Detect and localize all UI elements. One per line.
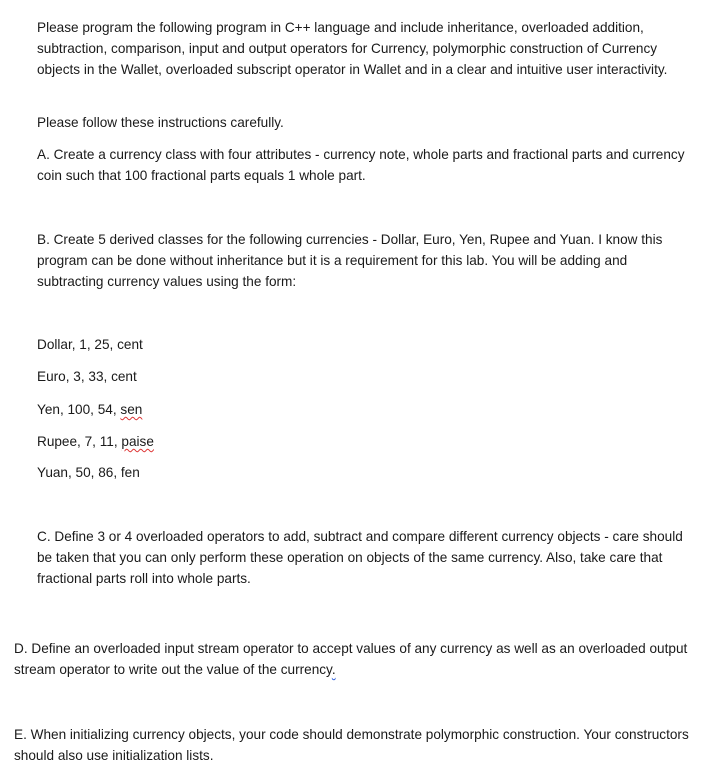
section-d-text: D. Define an overloaded input stream operator to accept values of any currency as well as an overloaded output stream operator to write out the value of the currency — [14, 641, 688, 677]
example-yuan — [37, 462, 697, 483]
example-unit: fen — [120, 465, 140, 480]
example-yen — [37, 399, 697, 420]
example-euro — [37, 366, 697, 387]
section-d-end: . — [331, 662, 336, 677]
section-e: E. When initializing currency objects, your code should demonstrate polymorphic construction. Your constructors should also use initialization lists. — [14, 727, 689, 763]
example-unit: cent — [111, 369, 137, 384]
example-prefix: Dollar, 1, 25, — [37, 337, 118, 352]
example-prefix: Yuan, 50, 86, — [37, 465, 121, 480]
example-prefix: Euro, 3, 33, — [37, 369, 112, 384]
example-unit: paise — [121, 434, 154, 449]
example-rupee — [37, 431, 697, 452]
example-prefix: Rupee, 7, 11, — [37, 434, 122, 449]
section-c: C. Define 3 or 4 overloaded operators to add, subtract and compare different currency objects - care should be taken that you can only perform these operation on objects of the same currency. Also, take care that fractional parts roll into whole parts. — [37, 529, 683, 586]
example-unit: cent — [117, 337, 143, 352]
section-b: B. Create 5 derived classes for the following currencies - Dollar, Euro, Yen, Rupee and Yuan. I know this program can be done without inheritance but it is a requirement for this lab. You will be adding and subtracting currency values using the form: — [37, 232, 663, 289]
follow-instructions: Please follow these instructions carefully. — [37, 115, 284, 130]
example-unit: sen — [120, 402, 143, 417]
section-d — [14, 638, 694, 680]
example-prefix: Yen, 100, 54, — [37, 402, 121, 417]
example-dollar — [37, 334, 697, 355]
intro-paragraph: Please program the following program in C++ language and include inheritance, overloaded addition, subtraction, comparison, input and output operators for Currency, polymorphic construction of Currency objects in the Wallet, overloaded subscript operator in Wallet and in a clear and intuitive user interactivity. — [37, 20, 668, 77]
section-a: A. Create a currency class with four attributes - currency note, whole parts and fractional parts and currency coin such that 100 fractional parts equals 1 whole part. — [37, 147, 685, 183]
